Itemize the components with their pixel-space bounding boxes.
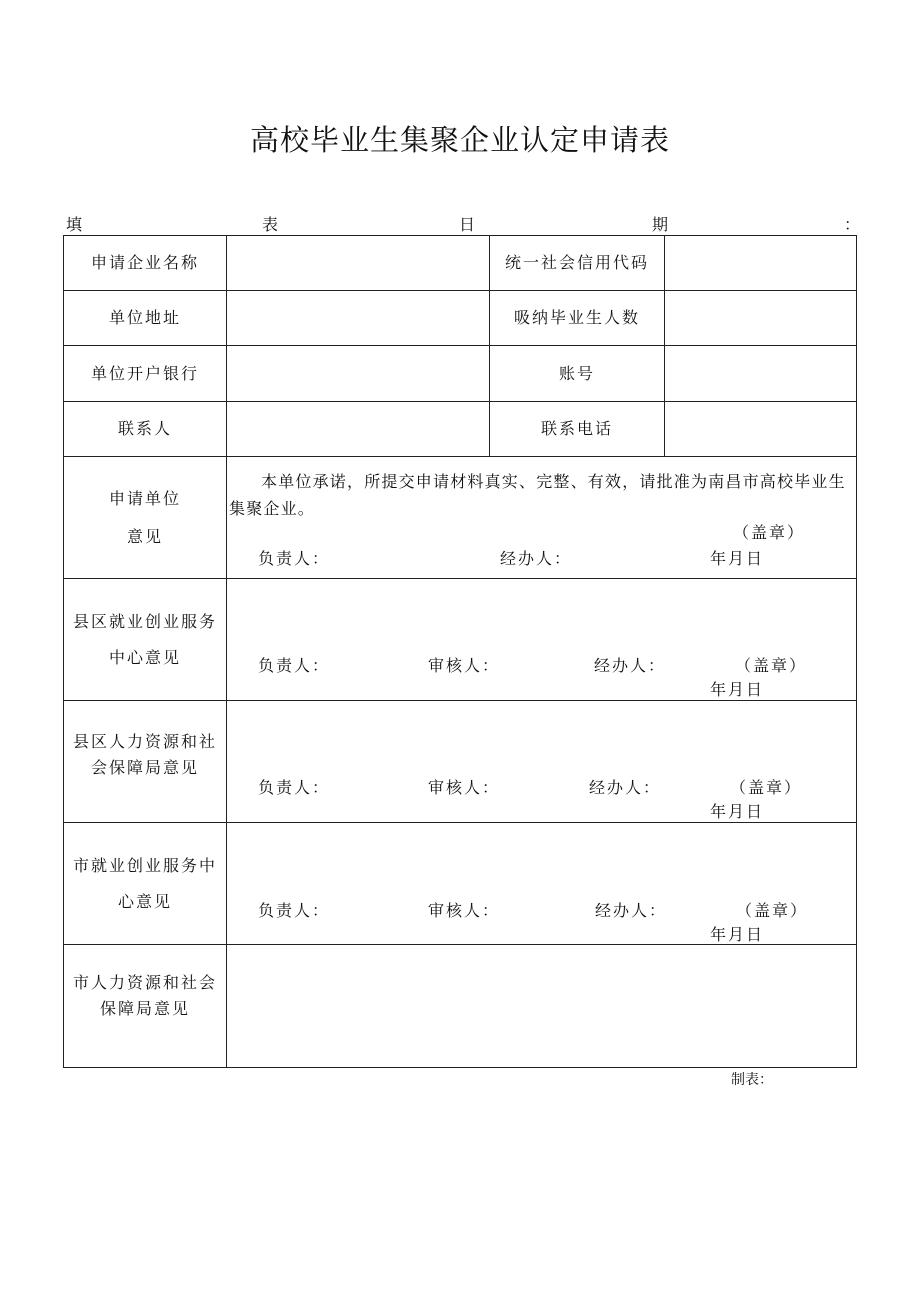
applicant-opinion-label-line: 申请单位	[108, 488, 181, 508]
city-employment-stamp: （盖章）	[736, 901, 809, 920]
city-hr-label-line: 保障局意见	[99, 999, 190, 1018]
page-title: 高校毕业生集聚企业认定申请表	[249, 123, 670, 157]
contact-field[interactable]	[227, 402, 489, 456]
applicant-opinion-label-line: 意见	[126, 526, 163, 546]
applicant-handler: 经办人：	[500, 549, 573, 568]
county-employment-handler: 经办人：	[594, 656, 667, 675]
applicant-date: 年月日	[710, 549, 765, 568]
city-hr-label-line: 市人力资源和社会	[72, 973, 217, 992]
county-employment-label-line: 县区就业创业服务	[72, 611, 217, 631]
city-employment-handler: 经办人：	[595, 901, 668, 920]
city-employment-label-line: 心意见	[117, 891, 172, 911]
account-label: 账号	[558, 363, 595, 383]
made-by-label: 制表：	[731, 1072, 773, 1088]
applicant-stamp: （盖章）	[733, 523, 806, 542]
fill-date-line	[63, 212, 861, 234]
county-hr-opinion-label	[64, 701, 226, 822]
phone-label: 联系电话	[540, 419, 613, 439]
credit-code-field[interactable]	[665, 236, 856, 290]
county-employment-reviewer: 审核人：	[428, 656, 501, 675]
date-char: 表	[262, 215, 279, 234]
date-char: 日	[459, 215, 476, 234]
county-employment-opinion-label	[64, 579, 226, 700]
county-hr-label-line: 会保障局意见	[90, 757, 199, 777]
company-name-label: 申请企业名称	[90, 253, 199, 273]
applicant-responsible: 负责人：	[258, 549, 331, 568]
county-employment-responsible: 负责人：	[258, 656, 331, 675]
city-hr-opinion-label	[64, 945, 226, 1067]
city-employment-opinion-label	[64, 823, 226, 944]
county-employment-stamp: （盖章）	[735, 656, 808, 675]
bank-label: 单位开户银行	[90, 363, 199, 383]
county-hr-reviewer: 审核人：	[428, 778, 501, 797]
city-employment-reviewer: 审核人：	[428, 901, 501, 920]
address-field[interactable]	[227, 291, 489, 345]
phone-field[interactable]	[665, 402, 856, 456]
county-employment-date: 年月日	[710, 680, 765, 699]
address-label: 单位地址	[108, 308, 181, 328]
city-employment-responsible: 负责人：	[258, 901, 331, 920]
bank-field[interactable]	[227, 346, 489, 401]
application-form-table	[63, 235, 857, 1068]
date-colon: ：	[844, 215, 861, 234]
county-employment-label-line: 中心意见	[108, 647, 181, 667]
company-name-field[interactable]	[227, 236, 489, 290]
date-char: 填	[66, 215, 83, 234]
county-hr-handler: 经办人：	[589, 778, 662, 797]
date-char: 期	[652, 215, 669, 234]
account-field[interactable]	[665, 346, 856, 401]
county-hr-label-line: 县区人力资源和社	[72, 731, 217, 751]
county-hr-date: 年月日	[710, 802, 765, 821]
graduates-count-field[interactable]	[665, 291, 856, 345]
credit-code-label: 统一社会信用代码	[504, 253, 649, 273]
applicant-pledge-text: 本单位承诺，所提交申请材料真实、完整、有效，请批准为南昌市高校毕业生集聚企业。	[229, 472, 846, 518]
city-employment-label-line: 市就业创业服务中	[72, 855, 217, 875]
applicant-opinion-label	[64, 457, 226, 578]
county-hr-responsible: 负责人：	[258, 778, 331, 797]
graduates-count-label: 吸纳毕业生人数	[513, 308, 640, 328]
contact-label: 联系人	[117, 419, 172, 439]
county-hr-stamp: （盖章）	[730, 778, 803, 797]
city-employment-date: 年月日	[710, 925, 765, 944]
